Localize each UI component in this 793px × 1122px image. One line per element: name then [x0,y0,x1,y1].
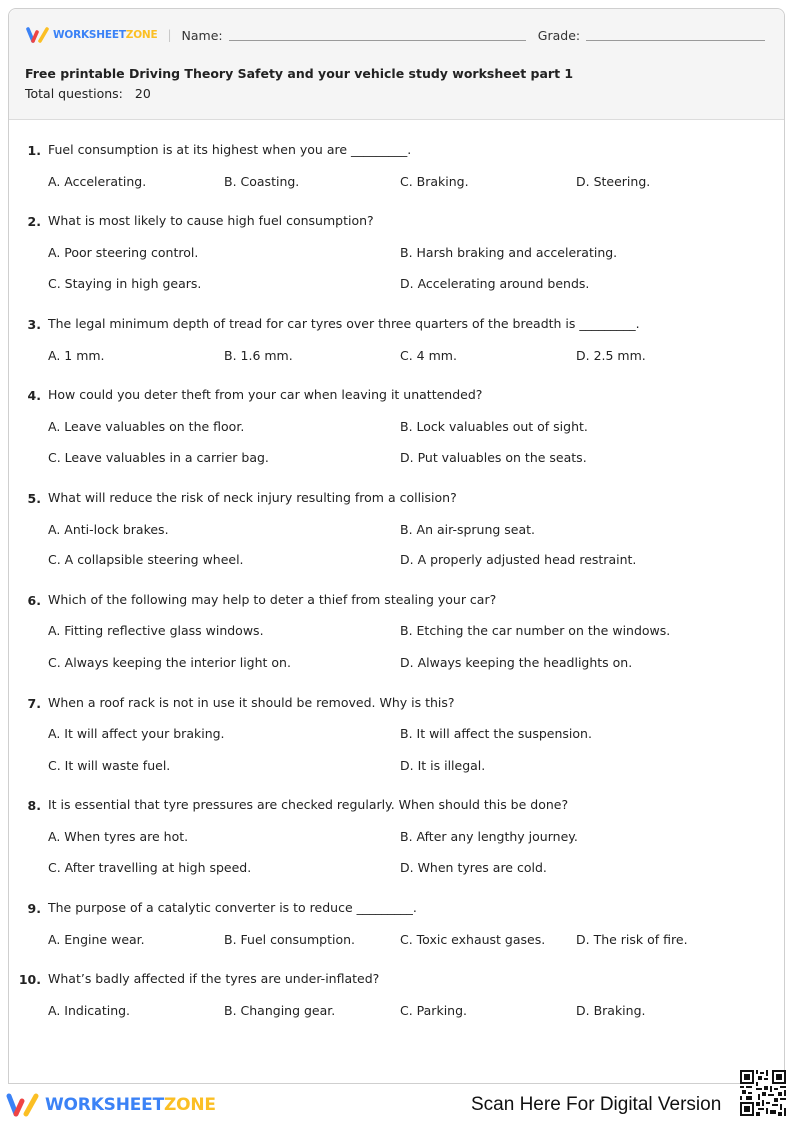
qr-code-icon[interactable] [740,1070,786,1116]
brand-word-zone: ZONE [125,29,158,41]
option-c[interactable]: C. Leave valuables in a carrier bag. [48,450,269,465]
option-d[interactable]: D. Braking. [576,1003,646,1018]
worksheet-header [9,9,784,120]
option-d[interactable]: D. It is illegal. [400,758,486,773]
name-label: Name: [181,27,223,43]
total-questions-label: Total questions: [25,86,123,101]
brand-wordmark [53,29,158,41]
option-c[interactable]: C. Toxic exhaust gases. [400,932,546,947]
scan-instruction: Scan Here For Digital Version [471,1094,722,1115]
option-d[interactable]: D. 2.5 mm. [576,348,646,363]
worksheet-title: Free printable Driving Theory Safety and your vehicle study worksheet part 1 [25,66,574,81]
question-number: 5. [27,491,41,506]
total-questions-value: 20 [134,86,151,101]
question-number: 7. [27,696,41,711]
option-b[interactable]: B. Changing gear. [224,1003,336,1018]
option-a[interactable]: A. 1 mm. [48,348,105,363]
worksheet-zone-logo-icon [26,27,50,43]
question-number: 3. [27,317,41,332]
question-text: The purpose of a catalytic converter is to reduce _________. [48,900,417,915]
option-a[interactable]: A. It will affect your braking. [48,726,225,741]
question-text: Which of the following may help to deter a thief from stealing your car? [48,592,497,607]
option-d[interactable]: D. When tyres are cold. [400,860,547,875]
option-d[interactable]: D. Put valuables on the seats. [400,450,587,465]
option-b[interactable]: B. Harsh braking and accelerating. [400,245,618,260]
question-number: 8. [27,798,41,813]
option-a[interactable]: A. Accelerating. [48,174,147,189]
brand-word-worksheet: WORKSHEET [53,29,126,41]
option-a[interactable]: A. Poor steering control. [48,245,199,260]
question-text: What will reduce the risk of neck injury resulting from a collision? [48,490,457,505]
question-number: 4. [27,388,41,403]
question-number: 10. [18,972,41,987]
option-b[interactable]: B. An air-sprung seat. [400,522,536,537]
option-c[interactable]: C. 4 mm. [400,348,457,363]
brand-word-worksheet: WORKSHEET [45,1095,164,1115]
footer-brand-wordmark [45,1095,216,1115]
option-c[interactable]: C. After travelling at high speed. [48,860,252,875]
question-text: What’s badly affected if the tyres are under-inflated? [48,971,380,986]
brand-logo [26,27,158,43]
option-c[interactable]: C. Staying in high gears. [48,276,202,291]
option-c[interactable]: C. Braking. [400,174,469,189]
option-d[interactable]: D. The risk of fire. [576,932,688,947]
question-number: 2. [27,214,41,229]
question-text: How could you deter theft from your car when leaving it unattended? [48,387,483,402]
question-number: 6. [27,593,41,608]
brand-word-zone: ZONE [163,1095,216,1115]
option-b[interactable]: B. 1.6 mm. [224,348,293,363]
option-a[interactable]: A. Engine wear. [48,932,145,947]
option-b[interactable]: B. It will affect the suspension. [400,726,592,741]
option-b[interactable]: B. Lock valuables out of sight. [400,419,588,434]
option-c[interactable]: C. Parking. [400,1003,467,1018]
footer-brand-logo [6,1093,216,1117]
option-c[interactable]: C. It will waste fuel. [48,758,171,773]
option-c[interactable]: C. A collapsible steering wheel. [48,552,244,567]
question-text: Fuel consumption is at its highest when you are _________. [48,142,412,157]
question-text: What is most likely to cause high fuel consumption? [48,213,374,228]
option-d[interactable]: D. A properly adjusted head restraint. [400,552,637,567]
question-text: When a roof rack is not in use it should be removed. Why is this? [48,695,455,710]
question-number: 1. [27,143,41,158]
option-b[interactable]: B. Etching the car number on the windows. [400,623,671,638]
grade-label: Grade: [537,27,581,43]
worksheet-zone-logo-icon [6,1093,40,1117]
option-b[interactable]: B. Coasting. [224,174,300,189]
option-c[interactable]: C. Always keeping the interior light on. [48,655,291,670]
name-input-line[interactable] [229,29,526,41]
option-d[interactable]: D. Steering. [576,174,651,189]
divider: | [167,28,172,42]
option-d[interactable]: D. Accelerating around bends. [400,276,590,291]
option-a[interactable]: A. Anti-lock brakes. [48,522,169,537]
total-questions [25,86,151,101]
option-a[interactable]: A. Leave valuables on the floor. [48,419,245,434]
option-a[interactable]: A. Indicating. [48,1003,131,1018]
option-b[interactable]: B. Fuel consumption. [224,932,355,947]
option-d[interactable]: D. Always keeping the headlights on. [400,655,633,670]
worksheet-page [8,8,785,1084]
question-number: 9. [27,901,41,916]
question-text: It is essential that tyre pressures are checked regularly. When should this be done? [48,797,569,812]
question-text: The legal minimum depth of tread for car tyres over three quarters of the breadth is _________. [48,316,640,331]
option-a[interactable]: A. When tyres are hot. [48,829,189,844]
grade-input-line[interactable] [586,29,765,41]
option-b[interactable]: B. After any lengthy journey. [400,829,578,844]
option-a[interactable]: A. Fitting reflective glass windows. [48,623,264,638]
